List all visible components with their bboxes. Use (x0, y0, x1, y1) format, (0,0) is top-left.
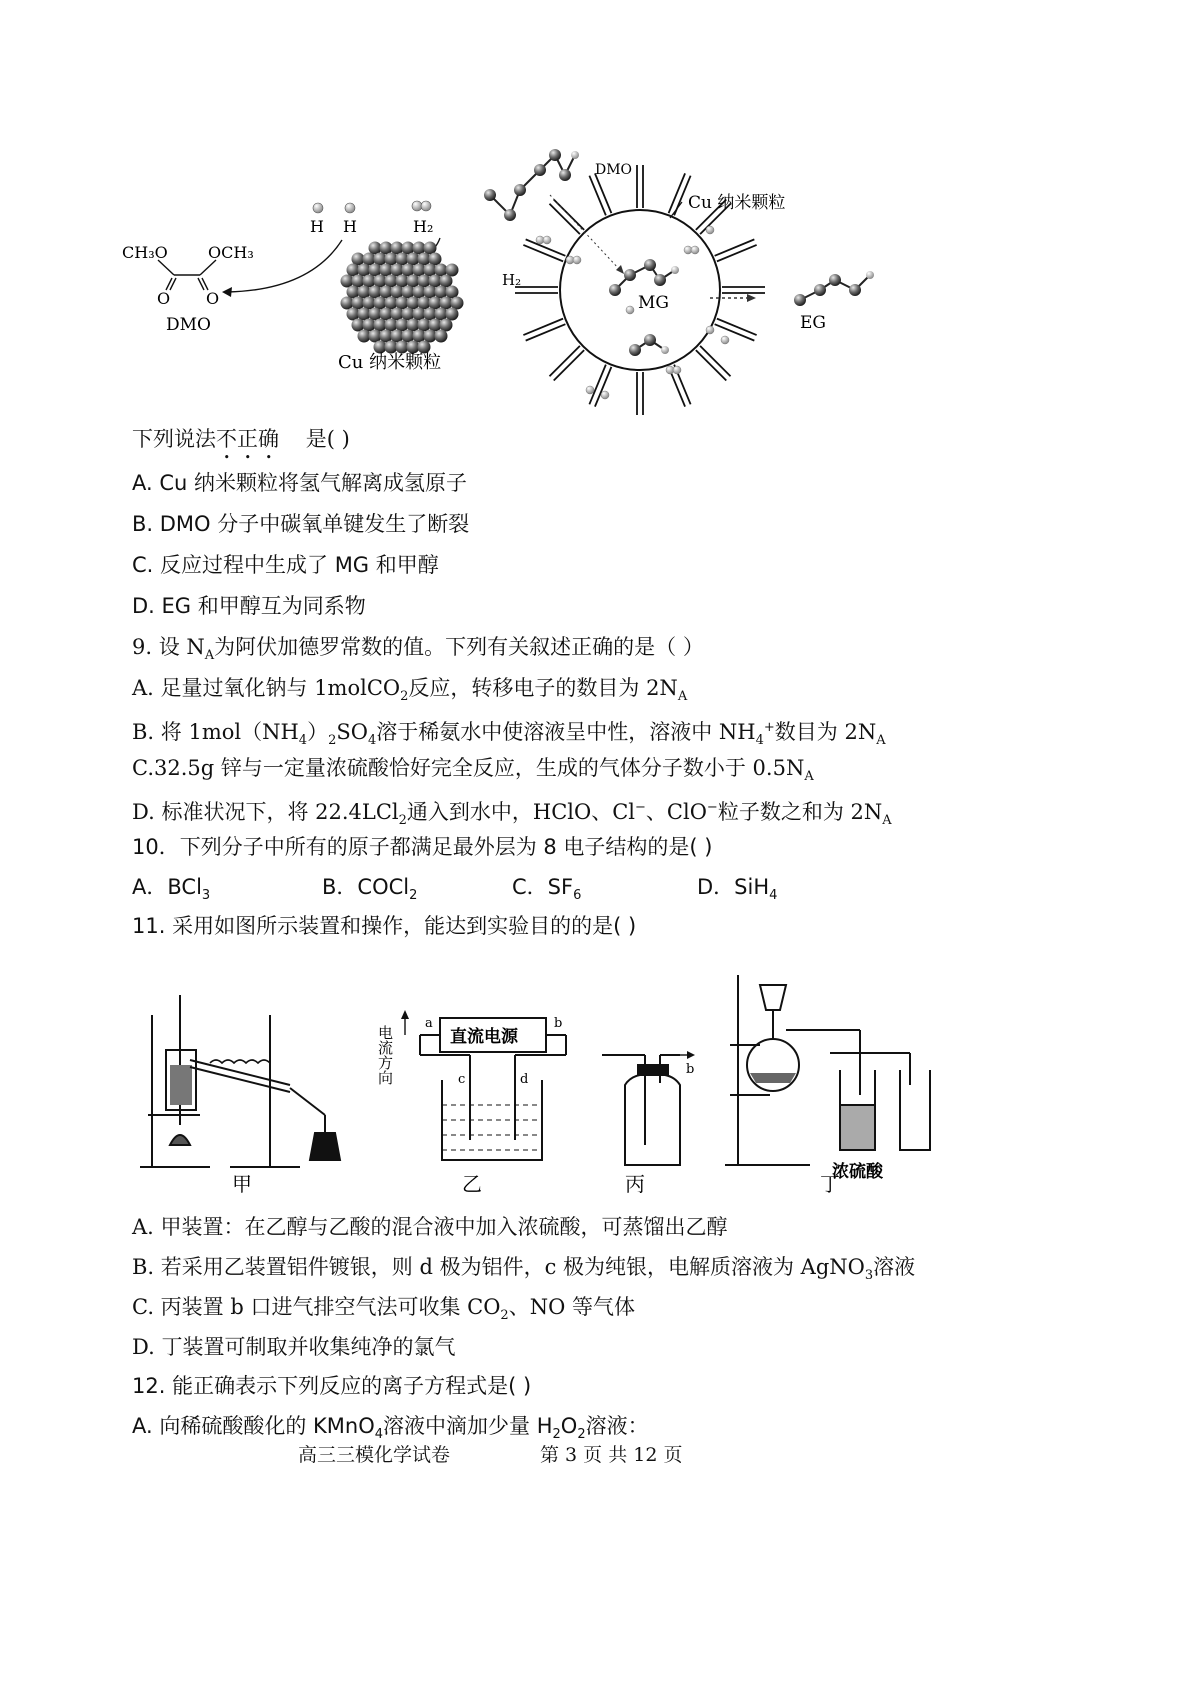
bing-port-b-label: b (686, 1062, 695, 1077)
hydrogen-atom (626, 306, 634, 314)
apparatus-bing (602, 1051, 695, 1165)
q12-stem: 12. 能正确表示下列反应的离子方程式是( ) (132, 1374, 532, 1398)
label-yi: 乙 (462, 1172, 482, 1196)
q12-option-a: A. 向稀硫酸酸化的 KMnO$_4$溶液中滴加少量 $H_2O_2$溶液： (132, 1414, 649, 1443)
q11-stem: 11. 采用如图所示装置和操作，能达到实验目的的是( ) (132, 914, 637, 938)
q8-option-d: D. EG 和甲醇互为同系物 (132, 594, 366, 618)
q10-option-c: C．$SF_6$ (512, 875, 582, 904)
dc-power-label: 直流电源 (450, 1027, 518, 1047)
hydrogen-atom (586, 386, 594, 394)
q10-option-b: B．COCl$_2$ (322, 875, 418, 904)
q11-option-d: D. 丁装置可制取并收集纯净的氯气 (132, 1335, 456, 1359)
q10-options (132, 872, 777, 911)
eg-molecule (794, 271, 874, 306)
catalysis-figure (110, 140, 910, 425)
dmo-o1-text: O (157, 289, 171, 308)
mg-molecule (609, 259, 679, 296)
sphere-spike (554, 199, 584, 229)
sphere-spike (700, 346, 730, 376)
hydrogen-atom (691, 246, 699, 254)
hydrogen-atom (706, 226, 714, 234)
dmo-ch3o-text: CH₃O (122, 243, 168, 262)
electrode-b-label: b (554, 1016, 563, 1031)
h-atom-label-2: H (343, 217, 357, 236)
sphere-spike (549, 346, 579, 376)
q8-option-a: A. Cu 纳米颗粒将氢气解离成氢原子 (132, 471, 467, 495)
methanol-molecule (629, 334, 669, 356)
q11-option-b: B. 若采用乙装置铝件镀银，则 d 极为铝件，c 极为纯银，电解质溶液为 AgNO$_3$溶液 (132, 1255, 916, 1284)
q11-option-a: A. 甲装置：在乙醇与乙酸的混合液中加入浓硫酸，可蒸馏出乙醇 (132, 1215, 728, 1239)
q9-option-c: C.32.5g 锌与一定量浓硫酸恰好完全反应，生成的气体分子数小于 $0.5N_A$ (132, 756, 814, 785)
q8-option-b: B. DMO 分子中碳氧单键发生了断裂 (132, 512, 470, 536)
footer-page-number: 第 3 页 共 12 页 (540, 1444, 683, 1466)
cu-nanoparticle-cluster (341, 242, 464, 354)
q8-stem-emph: 不正确 (216, 427, 279, 451)
q9-option-b: B. 将 $1mol(NH_4)_2SO_4$溶于稀氨水中使溶液呈中性，溶液中 $NH_4^+$数目为 $2N_A$ (132, 720, 886, 749)
h-atom-label-1: H (310, 217, 324, 236)
sphere-spike (549, 204, 579, 234)
cu-atom (446, 308, 459, 321)
q8-stem-pre: 下列说法 (132, 427, 216, 451)
hydrogen-atom (706, 326, 714, 334)
eg-label: EG (800, 313, 826, 333)
cu-label-right: Cu 纳米颗粒 (688, 193, 786, 213)
mg-label: MG (638, 293, 669, 313)
cu-atom (435, 330, 448, 343)
q10-stem: 10．下列分子中所有的原子都满足最外层为 8 电子结构的是( ) (132, 835, 713, 859)
dmo-o2-text: O (206, 289, 220, 308)
q8-stem-post: 是( ) (305, 427, 350, 451)
label-ding: 丁 (820, 1172, 840, 1196)
q11-option-c: C. 丙装置 b 口进气排空气法可收集 $CO_2$、NO 等气体 (132, 1295, 635, 1324)
q10-option-d: D．SiH$_4$ (697, 875, 778, 904)
dmo-structure (158, 260, 216, 290)
label-bing: 丙 (625, 1172, 645, 1196)
hydrogen-atom (673, 366, 681, 374)
apparatus-ding (725, 975, 930, 1165)
apparatus-jia (140, 995, 340, 1167)
dmo-och3-text: OCH₃ (208, 243, 254, 262)
h2-label-right: H₂ (502, 271, 522, 289)
current-direction-label: 电流方向 (376, 1025, 394, 1085)
hydrogen-atom (573, 256, 581, 264)
dmo-label-top: DMO (595, 162, 633, 178)
q9-option-d: D. 标准状况下，将 22.4LCl$_2$通入到水中，HClO、Cl−、ClO−粒子数之和为 $2N_A$ (132, 800, 892, 829)
footer-exam-title: 高三三模化学试卷 (298, 1444, 451, 1466)
cu-atom (446, 264, 459, 277)
hydrogen-atom (601, 391, 609, 399)
q9-option-a: A. 足量过氧化钠与 1molCO$_2$反应，转移电子的数目为 $2N_A$ (132, 676, 688, 705)
dmo-label-left: DMO (166, 315, 211, 335)
apparatus-figure (130, 955, 960, 1200)
cu-label-left: Cu 纳米颗粒 (338, 352, 442, 373)
h2-label-top: H₂ (413, 217, 434, 236)
conc-h2so4-label: 浓硫酸 (832, 1162, 883, 1182)
electrode-a-label: a (425, 1016, 433, 1031)
hydrogen-atom (721, 336, 729, 344)
electrode-d-label: d (520, 1072, 529, 1087)
q10-option-a: A．BCl$_3$ (132, 875, 211, 904)
electrode-c-label: c (458, 1072, 466, 1087)
label-jia: 甲 (232, 1172, 252, 1196)
q8-stem (132, 424, 350, 464)
sphere-spike (554, 350, 584, 380)
q9-stem: 9. 设 $N_A$为阿伏加德罗常数的值。下列有关叙述正确的是（ ） (132, 635, 704, 664)
q8-option-c: C. 反应过程中生成了 MG 和甲醇 (132, 553, 439, 577)
sphere-spike (696, 350, 726, 380)
hydrogen-atom (543, 236, 551, 244)
